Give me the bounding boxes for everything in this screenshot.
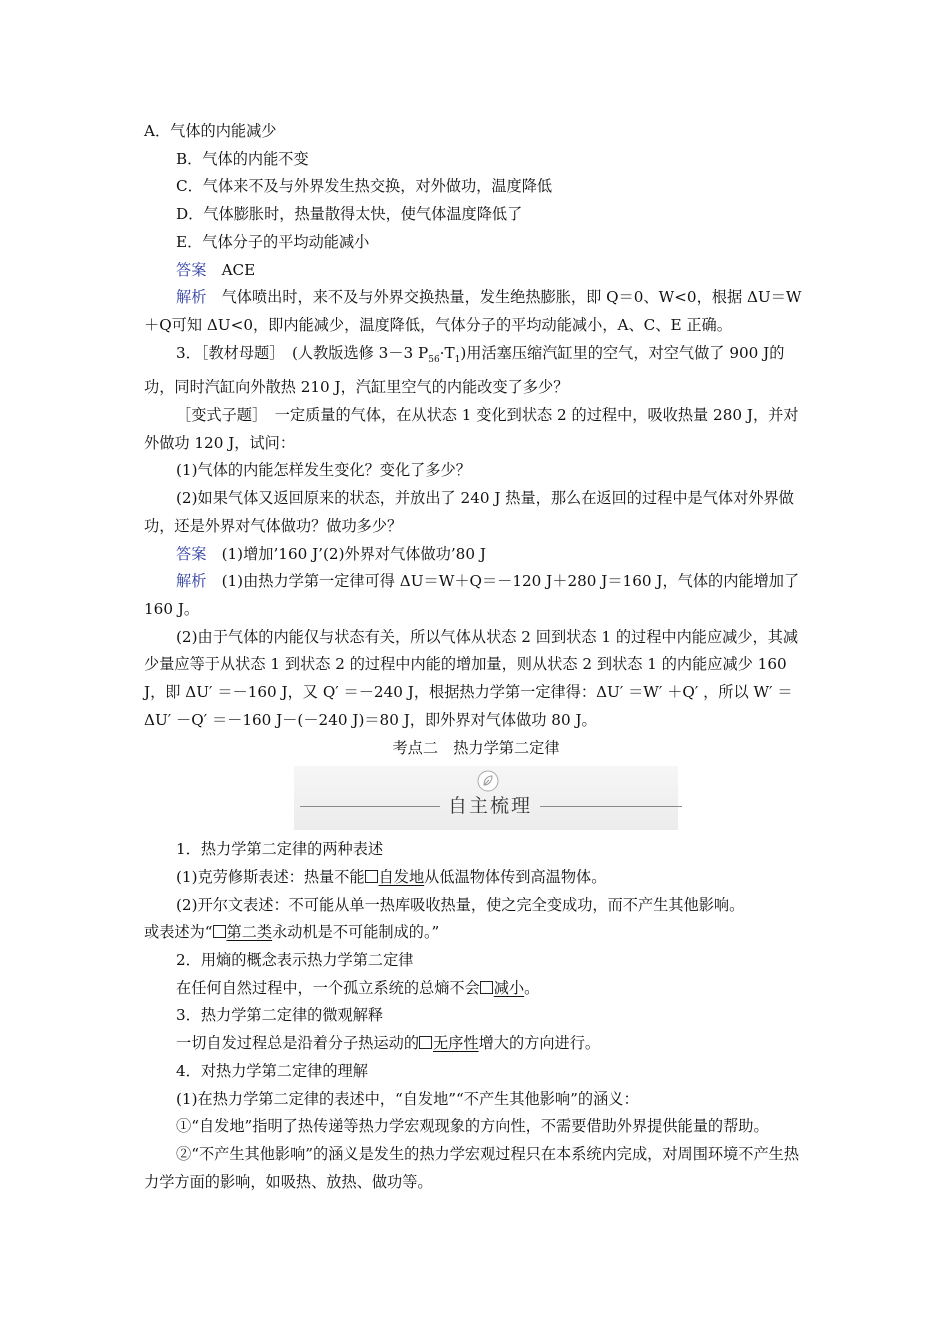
note-line: (1)在热力学第二定律的表述中，“自发地”“不产生其他影响”的涵义： [176, 1089, 639, 1108]
answer-text: (1)增加’160 J’(2)外界对气体做功’80 J [221, 544, 486, 563]
analysis-label: 解析 [176, 572, 207, 591]
note-line [144, 1030, 808, 1058]
section-banner [144, 766, 808, 830]
stem-sub: 56 [428, 354, 440, 365]
note-text: 增大的方向进行。 [478, 1034, 601, 1053]
analysis-paragraph: (2)由于气体的内能仅与状态有关，所以气体从状态 2 回到状态 1 的过程中内能应减少，其减少量应等于从状态 1 到状态 2 的过程中内能的增加量，则从状态 2 到状态 1 的内能应减少 160 J，即 ΔU′ ＝－160 J，又 Q′ ＝－240 J，根据热力学第一定律得：ΔU′ ＝W′ ＋Q′ ，所以 W′ ＝ΔU′ －Q′ ＝－160 J－(－240 J)＝80 J，即外界对气体做功 80 J。 [144, 627, 799, 729]
fill-blank: 第二类 [226, 923, 273, 942]
sub-question-2: (2)如果气体又返回原来的状态，并放出了 240 J 热量，那么在返回的过程中是气体对外界做功，还是外界对气体做功？做功多少？ [144, 489, 794, 535]
fill-blank: 无序性 [433, 1034, 479, 1053]
checkbox-icon [480, 981, 493, 994]
note-text: 在任何自然过程中，一个孤立系统的总熵不会 [176, 978, 480, 997]
stem-part: 3．［教材母题］ (人教版选修 3－3 P [176, 343, 429, 362]
heading-3: 3．热力学第二定律的微观解释 [176, 1006, 384, 1025]
note-line [144, 975, 808, 1003]
analysis-line [144, 284, 808, 339]
answer-text: ACE [221, 260, 256, 279]
note-line [144, 919, 808, 947]
section-title: 考点二 热力学第二定律 [392, 738, 560, 757]
analysis-text: 气体喷出时，来不及与外界交换热量，发生绝热膨胀，即 Q＝0、W<0，根据 ΔU＝W＋Q可知 ΔU<0，即内能减少，温度降低，气体分子的平均动能减小，A、C、E 正确。 [144, 288, 802, 334]
note-text: 从低温物体传到高温物体。 [424, 867, 607, 886]
note-line: ②“不产生其他影响”的涵义是发生的热力学宏观过程只在本系统内完成，对周围环境不产生热力学方面的影响，如吸热、放热、做功等。 [144, 1144, 800, 1191]
heading-4: 4．对热力学第二定律的理解 [176, 1061, 368, 1080]
document-page [144, 118, 808, 1196]
note-line: ①“自发地”指明了热传递等热力学宏观现象的方向性，不需要借助外界提供能量的帮助。 [176, 1117, 769, 1136]
analysis-text: (1)由热力学第一定律可得 ΔU＝W＋Q＝－120 J＋280 J＝160 J，气体的内能增加了 160 J。 [144, 572, 800, 618]
fill-blank: 自发地 [378, 867, 425, 886]
stem-sub: 1 [454, 354, 461, 365]
note-line [144, 864, 808, 892]
option-d: D．气体膨胀时，热量散得太快，使气体温度降低了 [176, 205, 523, 224]
heading-2: 2．用熵的概念表示热力学第二定律 [176, 951, 414, 970]
answer-line [144, 541, 808, 569]
question-3-stem [144, 340, 808, 402]
note-text: 永动机是不可能制成的。” [272, 923, 440, 942]
note-text: 一切自发过程总是沿着分子热运动的 [176, 1034, 419, 1053]
note-line: (2)开尔文表述：不可能从单一热库吸收热量，使之完全变成功，而不产生其他影响。 [176, 895, 745, 914]
option-a: A．气体的内能减少 [144, 122, 277, 140]
stem-part: )用活塞压缩汽缸里的空气，对空气做了 900 J的功，同时汽缸向外散热 210 J，汽缸里空气的内能改变了多少？ [144, 343, 785, 397]
heading-1: 1．热力学第二定律的两种表述 [176, 840, 384, 859]
note-text: 。 [524, 978, 540, 997]
analysis-label: 解析 [176, 288, 207, 307]
variant-question: ［变式子题］ 一定质量的气体，在从状态 1 变化到状态 2 的过程中，吸收热量 280 J，并对外做功 120 J，试问： [144, 406, 799, 452]
note-text: 或表述为“ [144, 923, 213, 942]
answer-label: 答案 [176, 544, 207, 563]
option-b: B．气体的内能不变 [176, 149, 309, 168]
answer-label: 答案 [176, 260, 207, 279]
analysis-line [144, 568, 808, 623]
note-text: (1)克劳修斯表述：热量不能 [176, 867, 365, 886]
answer-line [144, 257, 808, 285]
option-e: E．气体分子的平均动能减小 [176, 232, 370, 251]
stem-part: ·T [439, 343, 455, 362]
banner-rule-right [540, 806, 682, 807]
checkbox-icon [419, 1036, 432, 1049]
sub-question-1: (1)气体的内能怎样发生变化？变化了多少？ [176, 461, 471, 480]
leaf-icon [477, 770, 499, 792]
checkbox-icon [213, 925, 226, 938]
checkbox-icon [365, 870, 378, 883]
banner-title: 自主梳理 [447, 795, 532, 818]
fill-blank: 减小 [493, 978, 525, 997]
banner-rule-left [300, 806, 440, 807]
option-c: C．气体来不及与外界发生热交换，对外做功，温度降低 [176, 177, 553, 196]
